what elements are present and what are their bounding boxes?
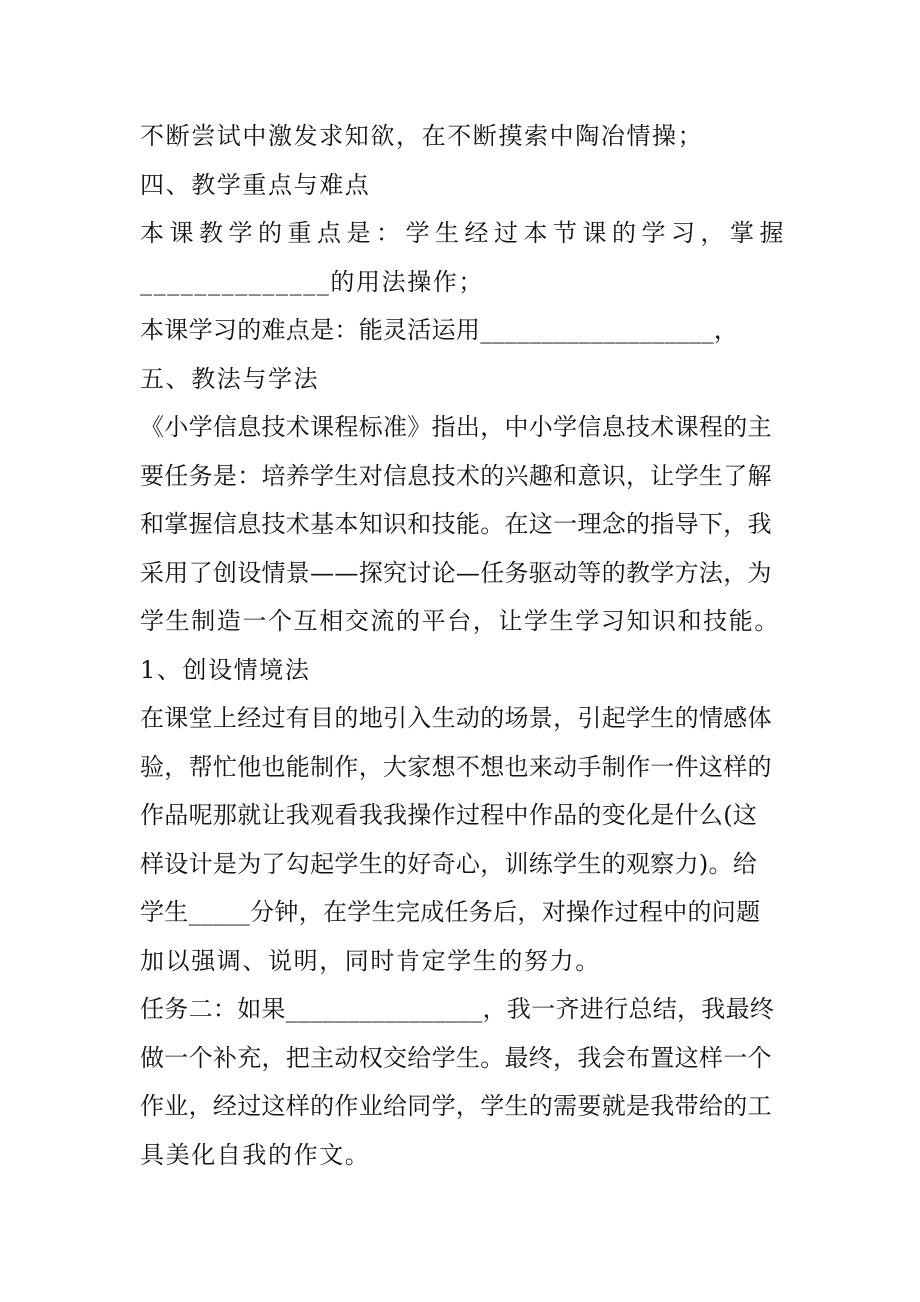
text-line: 学生制造一个互相交流的平台，让学生学习知识和技能。	[140, 607, 780, 635]
text-line: 验，帮忙他也能制作，大家想不想也来动手制作一件这样的	[140, 752, 772, 781]
document-body	[140, 112, 789, 1179]
text-line: 具美化自我的作文。	[140, 1140, 371, 1169]
text-line: 在课堂上经过有目的地引入生动的场景，引起学生的情感体	[140, 704, 772, 732]
text-line: 采用了创设情景——探究讨论—任务驱动等的教学方法，为	[140, 558, 772, 587]
section-heading: 1、创设情境法	[140, 655, 311, 684]
text-line: 任务二：如果________________，我一齐进行总结，我最终	[140, 995, 775, 1023]
text-line: 样设计是为了勾起学生的好奇心，训练学生的观察力)。给	[140, 849, 758, 878]
text-line: 做一个补充，把主动权交给学生。最终，我会布置这样一个	[140, 1043, 772, 1072]
section-heading: 五、教法与学法	[140, 364, 320, 393]
text-line: 和掌握信息技术基本知识和技能。在这一理念的指导下，我	[140, 510, 772, 538]
text-line: 不断尝试中激发求知欲，在不断摸索中陶冶情操；	[140, 122, 704, 150]
text-line: 本课教学的重点是：学生经过本节课的学习，掌握	[140, 219, 789, 247]
text-line: 加以强调、说明，同时肯定学生的努力。	[140, 946, 601, 975]
text-line: 作业，经过这样的作业给同学，学生的需要就是我带给的工	[140, 1092, 772, 1120]
text-line: ______________的用法操作；	[140, 267, 484, 296]
text-line: 作品呢那就让我观看我我操作过程中作品的变化是什么(这	[140, 801, 758, 829]
text-line: 要任务是：培养学生对信息技术的兴趣和意识，让学生了解	[140, 461, 772, 490]
text-line: 学生_____分钟，在学生完成任务后，对操作过程中的问题	[140, 898, 761, 926]
section-heading: 四、教学重点与难点	[140, 170, 371, 199]
text-line: 《小学信息技术课程标准》指出，中小学信息技术课程的主	[140, 413, 772, 441]
text-line: 本课学习的难点是：能灵活运用___________________，	[140, 316, 739, 344]
